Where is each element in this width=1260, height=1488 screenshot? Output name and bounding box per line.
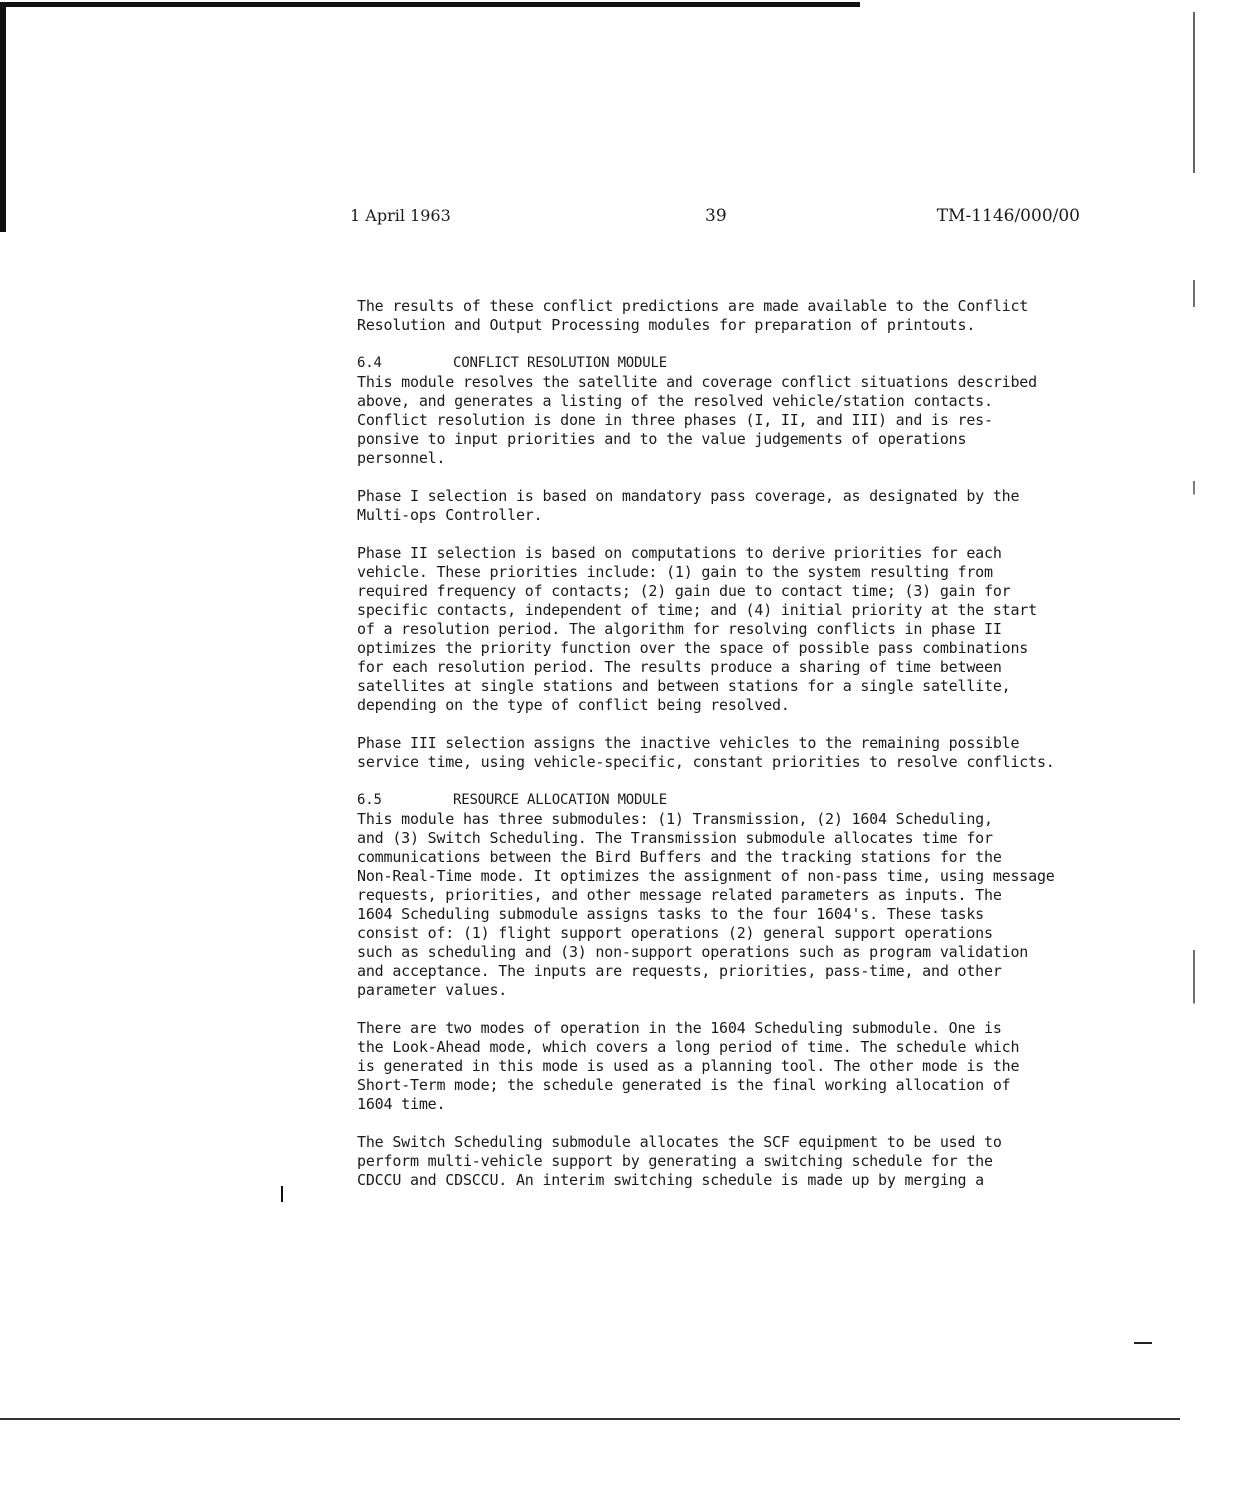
phase-2-paragraph (357, 544, 1117, 715)
page-number: 39 (705, 206, 727, 226)
text-line: Phase III selection assigns the inactive vehicles to the remaining possible (357, 734, 1020, 752)
scan-edge-top (0, 2, 860, 7)
text-line: and (3) Switch Scheduling. The Transmission submodule allocates time for (357, 829, 993, 847)
scan-edge-left (0, 2, 6, 232)
text-line: specific contacts, independent of time; and (4) initial priority at the start (357, 601, 1037, 619)
text-line: The Switch Scheduling submodule allocates the SCF equipment to be used to (357, 1133, 1002, 1151)
text-line: perform multi-vehicle support by generating a switching schedule for the (357, 1152, 993, 1170)
text-line: such as scheduling and (3) non-support operations such as program validation (357, 943, 1029, 961)
section-6-5 (357, 791, 1117, 1000)
text-line: communications between the Bird Buffers and the tracking stations for the (357, 848, 1002, 866)
text-line: parameter values. (357, 981, 508, 999)
text-line: of a resolution period. The algorithm for resolving conflicts in phase II (357, 620, 1002, 638)
text-line: ponsive to input priorities and to the value judgements of operations (357, 430, 967, 448)
text-line: optimizes the priority function over the space of possible pass combinations (357, 639, 1029, 657)
text-line: Short-Term mode; the schedule generated is the final working allocation of (357, 1076, 1011, 1094)
text-line: Conflict resolution is done in three phases (I, II, and III) and is res- (357, 411, 993, 429)
section-title: RESOURCE ALLOCATION MODULE (453, 792, 667, 808)
section-heading (357, 354, 1117, 373)
text-line: 1604 time. (357, 1095, 446, 1113)
text-line: for each resolution period. The results produce a sharing of time between (357, 658, 1002, 676)
section-heading (357, 791, 1117, 810)
scan-dash (1134, 1342, 1152, 1344)
text-line: The results of these conflict predictions are made available to the Conflict (357, 297, 1029, 315)
section-number: 6.5 (357, 792, 382, 808)
intro-paragraph (357, 297, 1117, 335)
text-line: required frequency of contacts; (2) gain due to contact time; (3) gain for (357, 582, 1011, 600)
text-line: service time, using vehicle-specific, constant priorities to resolve conflicts. (357, 753, 1055, 771)
scan-edge-right (1193, 12, 1195, 1352)
document-id: TM-1146/000/00 (936, 206, 1080, 226)
text-line: vehicle. These priorities include: (1) gain to the system resulting from (357, 563, 993, 581)
text-line: consist of: (1) flight support operations (2) general support operations (357, 924, 993, 942)
text-line: depending on the type of conflict being resolved. (357, 696, 790, 714)
text-line: Phase I selection is based on mandatory pass coverage, as designated by the (357, 487, 1020, 505)
page-header (350, 206, 1080, 234)
text-line: This module resolves the satellite and coverage conflict situations described (357, 373, 1037, 391)
text-line: 1604 Scheduling submodule assigns tasks to the four 1604's. These tasks (357, 905, 984, 923)
text-line: is generated in this mode is used as a planning tool. The other mode is the (357, 1057, 1020, 1075)
scan-edge-bottom (0, 1418, 1180, 1420)
scan-mark (281, 1186, 283, 1202)
text-line: This module has three submodules: (1) Transmission, (2) 1604 Scheduling, (357, 810, 993, 828)
text-line: satellites at single stations and between stations for a single satellite, (357, 677, 1011, 695)
text-line: Phase II selection is based on computations to derive priorities for each (357, 544, 1002, 562)
text-line: requests, priorities, and other message related parameters as inputs. The (357, 886, 1002, 904)
section-6-4 (357, 354, 1117, 468)
text-line: Resolution and Output Processing modules for preparation of printouts. (357, 316, 976, 334)
phase-1-paragraph (357, 487, 1117, 525)
text-line: personnel. (357, 449, 446, 467)
document-body (357, 297, 1117, 1190)
modes-paragraph (357, 1019, 1117, 1114)
text-line: above, and generates a listing of the resolved vehicle/station contacts. (357, 392, 993, 410)
section-number: 6.4 (357, 355, 382, 371)
text-line: There are two modes of operation in the 1604 Scheduling submodule. One is (357, 1019, 1002, 1037)
text-line: CDCCU and CDSCCU. An interim switching schedule is made up by merging a (357, 1171, 984, 1189)
text-line: and acceptance. The inputs are requests, priorities, pass-time, and other (357, 962, 1002, 980)
text-line: the Look-Ahead mode, which covers a long period of time. The schedule which (357, 1038, 1020, 1056)
text-line: Non-Real-Time mode. It optimizes the assignment of non-pass time, using message (357, 867, 1055, 885)
switch-scheduling-paragraph (357, 1133, 1117, 1190)
phase-3-paragraph (357, 734, 1117, 772)
section-title: CONFLICT RESOLUTION MODULE (453, 355, 667, 371)
header-date: 1 April 1963 (350, 206, 451, 225)
text-line: Multi-ops Controller. (357, 506, 543, 524)
